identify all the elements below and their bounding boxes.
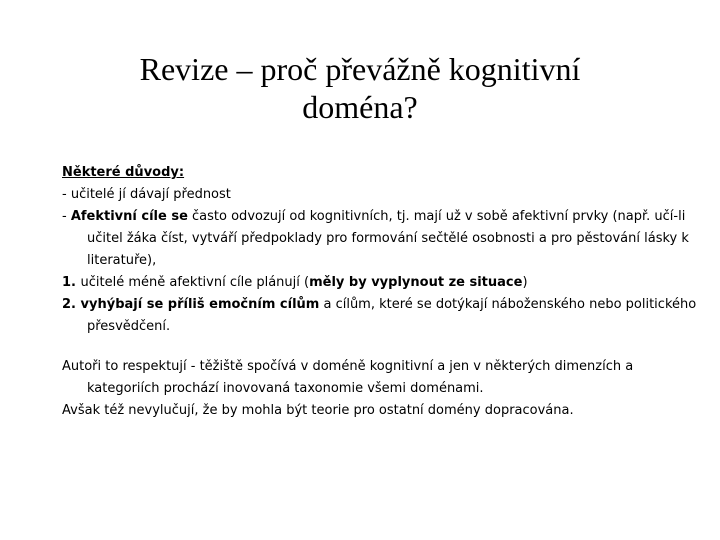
- slide-title-line-2: doména?: [302, 89, 418, 125]
- list-item-3: [62, 272, 702, 294]
- list-item-2-prefix: -: [62, 209, 71, 224]
- paragraph-gap: [62, 338, 702, 356]
- list-item-4: [62, 294, 702, 338]
- list-item-2: [62, 206, 702, 272]
- list-item-1-prefix: -: [62, 187, 71, 202]
- slide-title: [40, 50, 680, 126]
- list-item-1-text: učitelé jí dávají přednost: [70, 187, 231, 202]
- list-item-3-prefix: 1.: [62, 275, 81, 290]
- slide-title-line-1: Revize – proč převážně kognitivní: [139, 51, 581, 87]
- conclusion-2: Avšak též nevylučují, že by mohla být teorie pro ostatní domény dopracována.: [62, 403, 574, 418]
- list-item-1: [62, 184, 702, 206]
- list-item-4-prefix: 2.: [62, 297, 81, 312]
- list-item-3-text-after: ): [522, 275, 528, 290]
- list-item-4-text: a cílům, které se dotýkají náboženského nebo politického přesvědčení.: [87, 297, 697, 334]
- list-item-2-bold: Afektivní cíle se: [70, 209, 188, 224]
- list-item-4-bold: vyhýbají se příliš emočním cílům: [80, 297, 320, 312]
- conclusion-1: Autoři to respektují - těžiště spočívá v doméně kognitivní a jen v některých dimenzích a kategoriích prochází inovovaná taxonomie všemi doménami.: [62, 359, 634, 396]
- section-heading: Některé důvody:: [62, 165, 185, 180]
- list-item-3-text-before: učitelé méně afektivní cíle plánují (: [80, 275, 310, 290]
- list-item-2-text: často odvozují od kognitivních, tj. mají už v sobě afektivní prvky (např. učí-li učitel žáka číst, vytváří předpoklady pro formování sečtělé osobnosti a pro pěstování lásky k literatuře),: [87, 209, 689, 268]
- slide-body: [62, 162, 702, 422]
- list-item-3-bold: měly by vyplynout ze situace: [309, 275, 523, 290]
